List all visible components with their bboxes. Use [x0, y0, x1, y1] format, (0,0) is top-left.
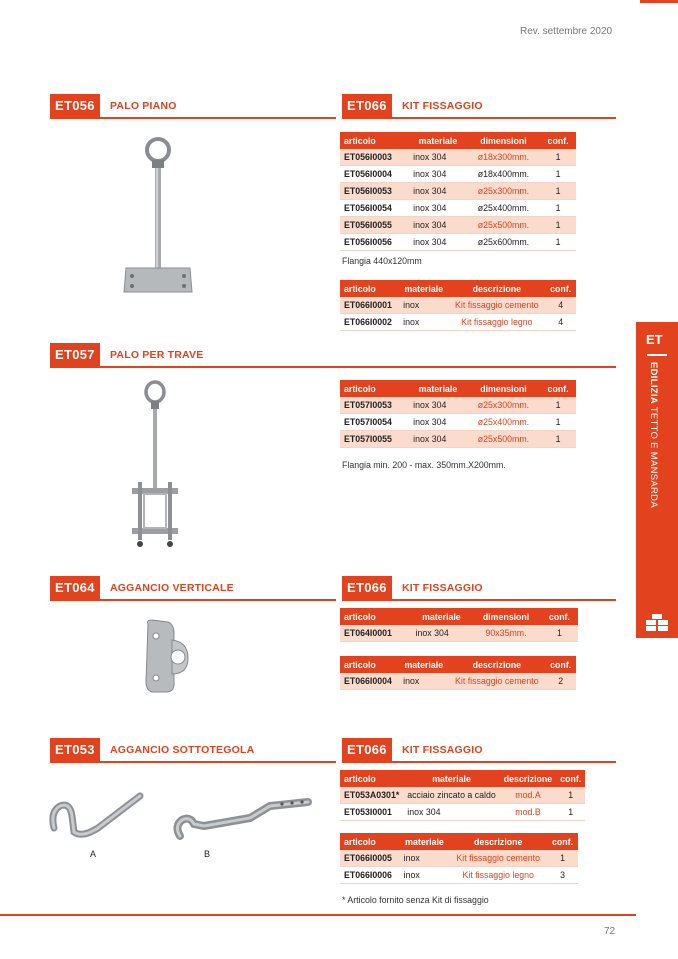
- side-tab-title: [648, 362, 659, 508]
- table-kit1: [340, 280, 576, 331]
- table-row: [340, 397, 576, 414]
- side-tab-title-rest: TETTO E MANSARDA: [648, 403, 659, 508]
- col-header: descrizione: [500, 770, 556, 787]
- section-title-et056: PALO PIANO: [110, 100, 177, 112]
- cell-conf: 1: [556, 787, 585, 804]
- col-header: articolo: [340, 656, 399, 673]
- cell-articolo: ET066I0002: [340, 314, 399, 331]
- cell-dimensioni: ø25x400mm.: [467, 414, 540, 431]
- table-row: [340, 804, 585, 821]
- cell-materiale: inox 304: [409, 234, 467, 251]
- cell-articolo: ET056I0055: [340, 217, 409, 234]
- col-header: dimensioni: [467, 380, 540, 397]
- col-header: dimensioni: [467, 132, 540, 149]
- table-row: [340, 200, 576, 217]
- col-header: descrizione: [448, 656, 545, 673]
- table-row: [340, 867, 578, 884]
- cell-descrizione: Kit fissaggio cemento: [449, 850, 547, 867]
- col-header: dimensioni: [471, 608, 541, 625]
- cell-descrizione: Kit fissaggio legno: [448, 314, 545, 331]
- cell-articolo: ET056I0003: [340, 149, 409, 166]
- section-code-et056: ET056: [50, 94, 100, 118]
- section-code-kit1: ET066: [342, 94, 392, 118]
- table-et057: [340, 380, 576, 448]
- col-header: materiale: [412, 608, 472, 625]
- table-et053: [340, 770, 585, 821]
- side-tab-title-bold: EDILIZIA: [648, 362, 659, 404]
- top-accent-tab: [640, 0, 678, 3]
- cell-articolo: ET066I0004: [340, 673, 399, 690]
- table-row: [340, 787, 585, 804]
- cell-conf: 4: [545, 314, 576, 331]
- section-code-kit2: ET066: [342, 576, 392, 600]
- section-title-et064: AGGANCIO VERTICALE: [110, 582, 234, 594]
- cell-materiale: inox 304: [409, 397, 467, 414]
- cell-conf: 1: [540, 183, 576, 200]
- cell-materiale: inox 304: [409, 166, 467, 183]
- section-rule: [342, 761, 616, 763]
- table-row: [340, 183, 576, 200]
- cell-descrizione: mod.B: [500, 804, 556, 821]
- col-header: materiale: [399, 656, 448, 673]
- col-header: conf.: [545, 280, 576, 297]
- cell-descrizione: mod.A: [500, 787, 556, 804]
- col-header: conf.: [545, 656, 576, 673]
- cell-dimensioni: ø25x400mm.: [467, 200, 540, 217]
- col-header: articolo: [340, 833, 400, 850]
- cell-dimensioni: ø18x300mm.: [467, 149, 540, 166]
- col-header: articolo: [340, 280, 399, 297]
- col-header: materiale: [409, 380, 467, 397]
- table-row: [340, 431, 576, 448]
- palo-piano-image: [118, 136, 198, 296]
- col-header: conf.: [541, 608, 578, 625]
- page-number: 72: [604, 926, 616, 937]
- cell-articolo: ET066I0006: [340, 867, 400, 884]
- col-header: articolo: [340, 132, 409, 149]
- cell-dimensioni: ø25x500mm.: [467, 431, 540, 448]
- section-rule: [50, 599, 336, 601]
- cell-materiale: inox: [399, 673, 448, 690]
- aggancio-verticale-image: [138, 616, 194, 696]
- image-label-b: B: [204, 849, 211, 859]
- cell-articolo: ET066I0005: [340, 850, 400, 867]
- table-kit3: [340, 833, 578, 884]
- cell-dimensioni: ø25x300mm.: [467, 183, 540, 200]
- table-row: [340, 625, 578, 642]
- cell-materiale: inox 304: [409, 414, 467, 431]
- cell-conf: 3: [547, 867, 578, 884]
- cell-materiale: inox 304: [409, 200, 467, 217]
- cell-descrizione: Kit fissaggio legno: [449, 867, 547, 884]
- side-tab-divider: [647, 354, 667, 356]
- col-header: articolo: [340, 380, 409, 397]
- palo-per-trave-image: [120, 378, 190, 550]
- cell-conf: 4: [545, 297, 576, 314]
- cell-articolo: ET056I0056: [340, 234, 409, 251]
- cell-materiale: inox 304: [409, 217, 467, 234]
- col-header: materiale: [399, 280, 448, 297]
- section-code-kit3: ET066: [342, 738, 392, 762]
- cell-materiale: inox 304: [409, 183, 467, 200]
- section-code-et053: ET053: [50, 738, 100, 762]
- cell-conf: 1: [556, 804, 585, 821]
- cell-articolo: ET064I0001: [340, 625, 412, 642]
- section-title-kit2: KIT FISSAGGIO: [402, 582, 483, 594]
- cell-materiale: inox 304: [409, 149, 467, 166]
- section-title-kit3: KIT FISSAGGIO: [402, 744, 483, 756]
- table-et064: [340, 608, 578, 642]
- table-row: [340, 166, 576, 183]
- col-header: conf.: [540, 380, 576, 397]
- cell-conf: 1: [540, 200, 576, 217]
- cell-conf: 1: [540, 397, 576, 414]
- cell-conf: 1: [540, 234, 576, 251]
- col-header: articolo: [340, 770, 403, 787]
- col-header: conf.: [540, 132, 576, 149]
- cell-dimensioni: ø18x400mm.: [467, 166, 540, 183]
- section-rule: [342, 599, 616, 601]
- table-row: [340, 234, 576, 251]
- cell-conf: 2: [545, 673, 576, 690]
- col-header: descrizione: [449, 833, 547, 850]
- table-row: [340, 850, 578, 867]
- cell-conf: 1: [540, 166, 576, 183]
- cell-articolo: ET056I0053: [340, 183, 409, 200]
- section-title-kit1: KIT FISSAGGIO: [402, 100, 483, 112]
- section-rule: [50, 117, 336, 119]
- cell-dimensioni: 90x35mm.: [471, 625, 541, 642]
- footnote: * Articolo fornito senza Kit di fissaggio: [342, 895, 489, 905]
- cell-materiale: inox: [400, 867, 450, 884]
- col-header: descrizione: [448, 280, 545, 297]
- col-header: articolo: [340, 608, 412, 625]
- table-row: [340, 314, 576, 331]
- cell-dimensioni: ø25x500mm.: [467, 217, 540, 234]
- cell-materiale: inox 304: [412, 625, 472, 642]
- cell-materiale: inox 304: [403, 804, 500, 821]
- col-header: materiale: [403, 770, 500, 787]
- cell-conf: 1: [540, 414, 576, 431]
- cell-articolo: ET066I0001: [340, 297, 399, 314]
- aggancio-sottotegola-b-image: [170, 796, 315, 846]
- table-row: [340, 217, 576, 234]
- cell-articolo: ET056I0054: [340, 200, 409, 217]
- col-header: conf.: [556, 770, 585, 787]
- cell-descrizione: Kit fissaggio cemento: [448, 673, 545, 690]
- cell-materiale: inox: [399, 297, 448, 314]
- cell-materiale: acciaio zincato a caldo: [403, 787, 500, 804]
- section-rule: [342, 117, 616, 119]
- bricks-icon: [646, 614, 670, 632]
- cell-dimensioni: ø25x300mm.: [467, 397, 540, 414]
- cell-articolo: ET057I0055: [340, 431, 409, 448]
- col-header: materiale: [409, 132, 467, 149]
- image-label-a: A: [90, 849, 97, 859]
- table-row: [340, 414, 576, 431]
- cell-materiale: inox: [399, 314, 448, 331]
- cell-conf: 1: [541, 625, 578, 642]
- cell-descrizione: Kit fissaggio cemento: [448, 297, 545, 314]
- col-header: materiale: [400, 833, 450, 850]
- flangia-note: Flangia 440x120mm: [342, 256, 422, 266]
- cell-conf: 1: [547, 850, 578, 867]
- aggancio-sottotegola-a-image: [48, 786, 148, 850]
- table-et056: [340, 132, 576, 251]
- table-kit2: [340, 656, 576, 690]
- cell-articolo: ET053I0001: [340, 804, 403, 821]
- cell-articolo: ET053A0301*: [340, 787, 403, 804]
- cell-materiale: inox: [400, 850, 450, 867]
- section-title-et053: AGGANCIO SOTTOTEGOLA: [110, 744, 255, 756]
- flangia-note: Flangia min. 200 - max. 350mm.X200mm.: [342, 460, 506, 470]
- section-code-et057: ET057: [50, 343, 100, 367]
- cell-articolo: ET056I0004: [340, 166, 409, 183]
- section-rule: [50, 366, 616, 368]
- col-header: conf.: [547, 833, 578, 850]
- cell-conf: 1: [540, 149, 576, 166]
- cell-conf: 1: [540, 217, 576, 234]
- table-row: [340, 673, 576, 690]
- table-row: [340, 149, 576, 166]
- cell-materiale: inox 304: [409, 431, 467, 448]
- cell-articolo: ET057I0054: [340, 414, 409, 431]
- revision-label: Rev. settembre 2020: [520, 26, 613, 37]
- table-row: [340, 297, 576, 314]
- category-side-tab: [636, 322, 678, 638]
- section-title-et057: PALO PER TRAVE: [110, 349, 204, 361]
- side-tab-code: ET: [646, 332, 663, 347]
- cell-articolo: ET057I0053: [340, 397, 409, 414]
- section-code-et064: ET064: [50, 576, 100, 600]
- cell-dimensioni: ø25x600mm.: [467, 234, 540, 251]
- footer-rule: [0, 914, 636, 916]
- section-rule: [50, 761, 336, 763]
- cell-conf: 1: [540, 431, 576, 448]
